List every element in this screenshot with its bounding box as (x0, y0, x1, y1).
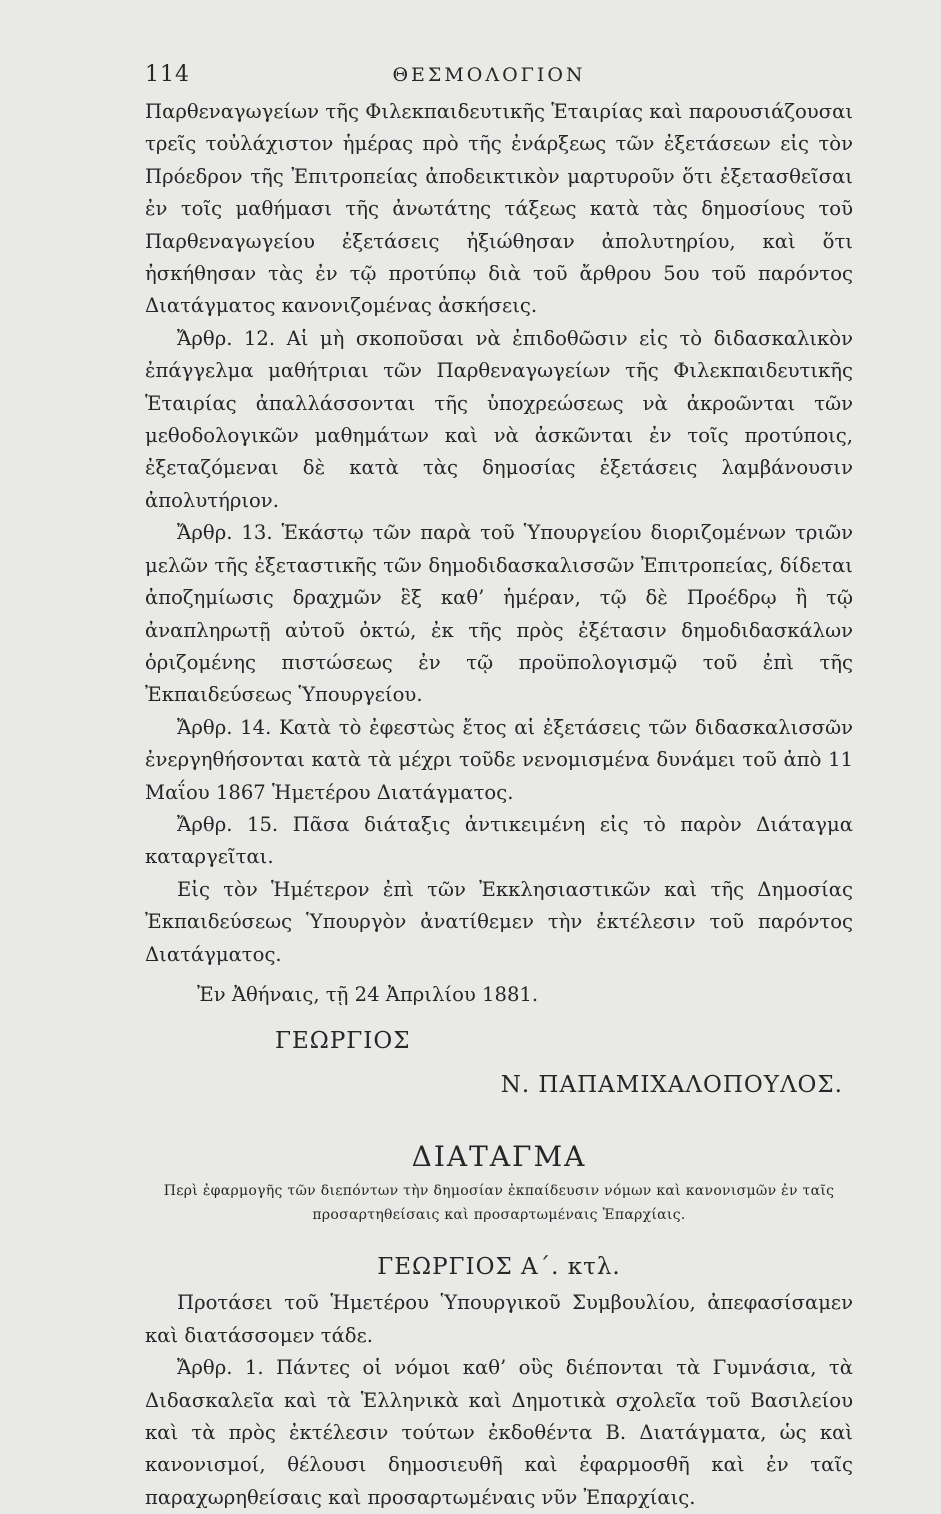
decree-preamble: Προτάσει τοῦ Ἡμετέρου Ὑπουργικοῦ Συμβουλίου, ἀπεφασίσαμεν καὶ διατάσσομεν τάδε. (145, 1291, 853, 1347)
king-heading: ΓΕΩΡΓΙΟΣ Α΄. κτλ. (377, 1254, 621, 1281)
decree-title: ΔΙΑΤΑΓΜΑ (411, 1140, 587, 1174)
article-12: Ἄρθρ. 12. Αἱ μὴ σκοποῦσαι νὰ ἐπιδοθῶσιν εἰς τὸ διδασκαλικὸν ἐπάγγελμα μαθήτριαι τῶν Παρθεναγωγείων τῆς Φιλεκπαιδευτικῆς Ἑταιρίας ἀπαλλάσσονται τῆς ὑποχρεώσεως νὰ ἀκροῶνται τῶν μεθοδολογικῶν μαθημάτων καὶ νὰ ἀσκῶνται ἐν τοῖς προτύποις, ἐξεταζόμεναι δὲ κατὰ τὰς δημοσίας ἐξετάσεις λαμβάνουσιν ἀπολυτήριον. (145, 326, 853, 512)
decree-article-1: Ἄρθρ. 1. Πάντες οἱ νόμοι καθ’ οὓς διέπονται τὰ Γυμνάσια, τὰ Διδασκαλεῖα καὶ τὰ Ἑλληνικὰ καὶ Δημοτικὰ σχολεῖα τοῦ Βασιλείου καὶ τὰ πρὸς ἐκτέλεσιν τούτων ἐκδοθέντα Β. Διατάγματα, ὡς καὶ κανονισμοί, θέλουσι δημοσιευθῆ καὶ ἐφαρμοσθῆ καὶ ἐν ταῖς παραχωρηθείσαις καὶ προσαρτωμέναις νῦν Ἐπαρχίαις. (145, 1356, 853, 1509)
signature-king: ΓΕΩΡΓΙΟΣ (275, 1028, 411, 1055)
execution-clause: Εἰς τὸν Ἡμέτερον ἐπὶ τῶν Ἐκκλησιαστικῶν καὶ τῆς Δημοσίας Ἐκπαιδεύσεως Ὑπουργὸν ἀνατίθεμεν τὴν ἐκτέλεσιν τοῦ παρόντος Διατάγματος. (145, 877, 853, 966)
page-body (145, 96, 853, 1514)
signature-minister: Ν. ΠΑΠΑΜΙΧΑΛΟΠΟΥΛΟΣ. (500, 1072, 843, 1099)
page-number: 114 (145, 62, 190, 87)
decree-date: Ἐν Ἀθήναις, τῇ 24 Ἀπριλίου 1881. (197, 982, 539, 1006)
running-title: ΘΕΣΜΟΛΟΓΙΟΝ (392, 64, 586, 86)
paragraph-continuation: Παρθεναγωγείων τῆς Φιλεκπαιδευτικῆς Ἑταιρίας καὶ παρουσιάζουσαι τρεῖς τοὐλάχιστον ἡμέρας πρὸ τῆς ἐνάρξεως τῶν ἐξετάσεων εἰς τὸν Πρόεδρον τῆς Ἐπιτροπείας ἀποδεικτικὸν μαρτυροῦν ὅτι ἐξετασθεῖσαι ἐν τοῖς μαθήμασι τῆς ἀνωτάτης τάξεως κατὰ τὰς δημοσίους τοῦ Παρθεναγωγείου ἐξετάσεις ἠξιώθησαν ἀπολυτηρίου, καὶ ὅτι ἠσκήθησαν τὰς ἐν τῷ προτύπῳ διὰ τοῦ ἄρθρου 5ου τοῦ παρόντος Διατάγματος κανονιζομένας ἀσκήσεις. (145, 100, 853, 318)
article-14: Ἄρθρ. 14. Κατὰ τὸ ἐφεστὼς ἔτος αἱ ἐξετάσεις τῶν διδασκαλισσῶν ἐνεργηθήσονται κατὰ τὰ μέχρι τοῦδε νενομισμένα δυνάμει τοῦ ἀπὸ 11 Μαΐου 1867 Ἡμετέρου Διατάγματος. (145, 715, 853, 804)
article-15: Ἄρθρ. 15. Πᾶσα διάταξις ἀντικειμένη εἰς τὸ παρὸν Διάταγμα καταργεῖται. (145, 812, 853, 869)
article-13: Ἄρθρ. 13. Ἑκάστῳ τῶν παρὰ τοῦ Ὑπουργείου διοριζομένων τριῶν μελῶν τῆς ἐξεταστικῆς τῶν δημοδιδασκαλισσῶν Ἐπιτροπείας, δίδεται ἀποζημίωσις δραχμῶν ἓξ καθ’ ἡμέραν, τῷ δὲ Προέδρῳ ἢ τῷ ἀναπληρωτῇ αὐτοῦ ὀκτώ, ἐκ τῆς πρὸς ἐξέτασιν δημοδιδασκάλων ὁριζομένης πιστώσεως ἐν τῷ προϋπολογισμῷ τοῦ ἐπὶ τῆς Ἐκπαιδεύσεως Ὑπουργείου. (145, 521, 853, 707)
page-header (145, 62, 853, 96)
decree-subtitle: Περὶ ἐφαρμογῆς τῶν διεπόντων τὴν δημοσίαν ἐκπαίδευσιν νόμων καὶ κανονισμῶν ἐν ταῖς προσαρτηθείσαις καὶ προσαρτωμέναις Ἐπαρχίαις. (163, 1183, 835, 1224)
